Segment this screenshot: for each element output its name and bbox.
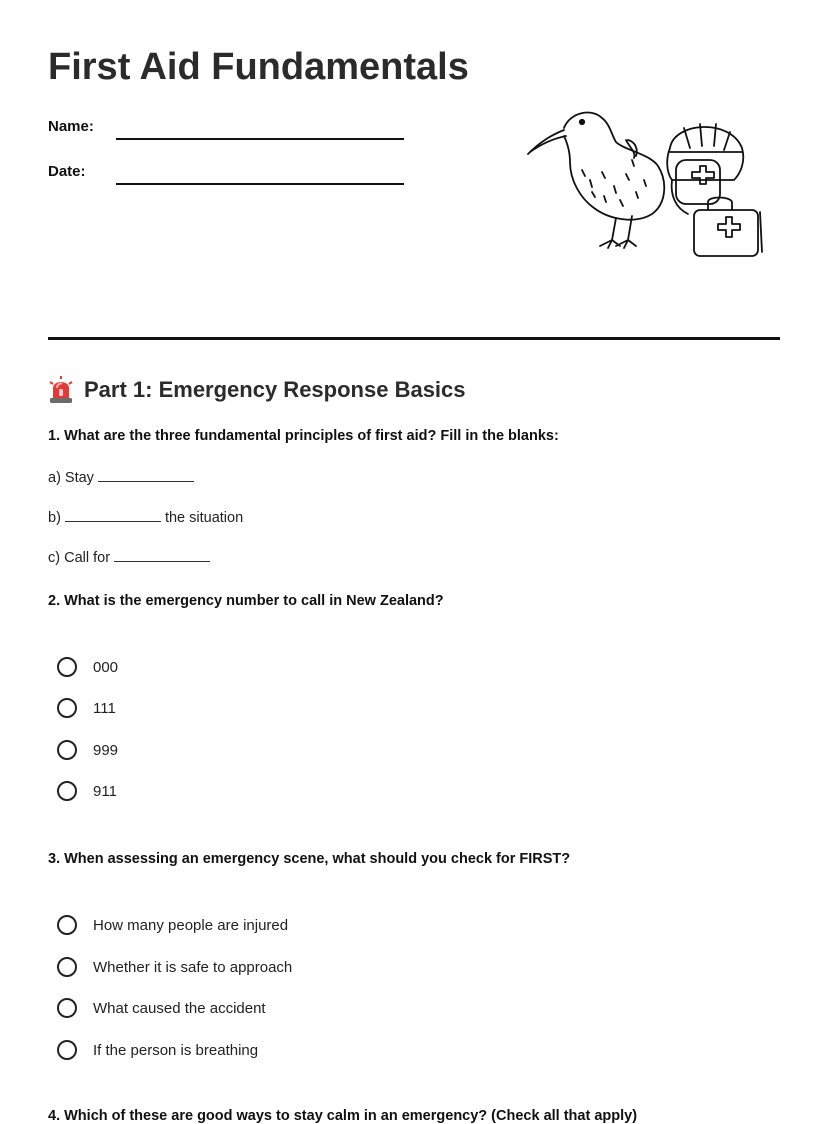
radio-button[interactable] — [57, 698, 77, 718]
radio-button[interactable] — [57, 740, 77, 760]
radio-button[interactable] — [57, 957, 77, 977]
q1-item-b — [48, 509, 243, 526]
question-1: 1. What are the three fundamental principles of first aid? Fill in the blanks: — [48, 428, 559, 444]
kiwi-first-aid-illustration — [520, 100, 770, 265]
q2-option-1[interactable] — [57, 654, 118, 680]
q2-option-1-label: 000 — [93, 658, 119, 676]
section-divider — [48, 337, 780, 340]
radio-button[interactable] — [57, 657, 77, 677]
question-3: 3. When assessing an emergency scene, what should you check for FIRST? — [48, 851, 571, 867]
q3-option-3[interactable] — [57, 995, 266, 1021]
q1-item-a-prefix: a) Stay — [48, 470, 98, 486]
question-2: 2. What is the emergency number to call in New Zealand? — [48, 593, 444, 609]
q2-option-2-label: 111 — [93, 699, 116, 717]
q2-option-4-label: 911 — [93, 782, 117, 800]
radio-button[interactable] — [57, 781, 77, 801]
q3-option-2-label: Whether it is safe to approach — [93, 958, 293, 976]
q2-option-3[interactable] — [57, 737, 118, 763]
q3-option-1[interactable] — [57, 912, 288, 938]
q1-item-b-prefix: b) — [48, 510, 65, 526]
q3-option-3-label: What caused the accident — [93, 999, 266, 1017]
q3-option-4[interactable] — [57, 1037, 258, 1063]
q1-item-c-prefix: c) Call for — [48, 550, 115, 566]
q1-item-a — [48, 469, 194, 486]
q1-blank-b[interactable] — [65, 509, 161, 522]
q2-option-3-label: 999 — [93, 741, 119, 759]
q2-option-2[interactable] — [57, 695, 116, 721]
radio-button[interactable] — [57, 998, 77, 1018]
date-label: Date: — [48, 163, 86, 180]
q1-blank-c[interactable] — [114, 549, 210, 562]
q3-option-2[interactable] — [57, 954, 292, 980]
q1-blank-a[interactable] — [98, 469, 194, 482]
date-field[interactable] — [116, 183, 404, 185]
q1-item-c — [48, 549, 210, 566]
question-4: 4. Which of these are good ways to stay calm in an emergency? (Check all that apply) — [48, 1108, 638, 1124]
q3-option-1-label: How many people are injured — [93, 916, 289, 934]
radio-button[interactable] — [57, 915, 77, 935]
name-label: Name: — [48, 118, 94, 135]
part1-title: Part 1: Emergency Response Basics — [84, 377, 466, 402]
kiwi-bird-icon — [528, 113, 664, 248]
part1-header — [48, 374, 466, 406]
q2-option-4[interactable] — [57, 778, 117, 804]
q3-option-4-label: If the person is breathing — [93, 1041, 259, 1059]
siren-icon — [48, 376, 74, 404]
first-aid-kit-icon — [694, 198, 762, 257]
name-field[interactable] — [116, 138, 404, 140]
page-title: First Aid Fundamentals — [48, 46, 469, 88]
q1-item-b-suffix: the situation — [160, 510, 244, 526]
radio-button[interactable] — [57, 1040, 77, 1060]
